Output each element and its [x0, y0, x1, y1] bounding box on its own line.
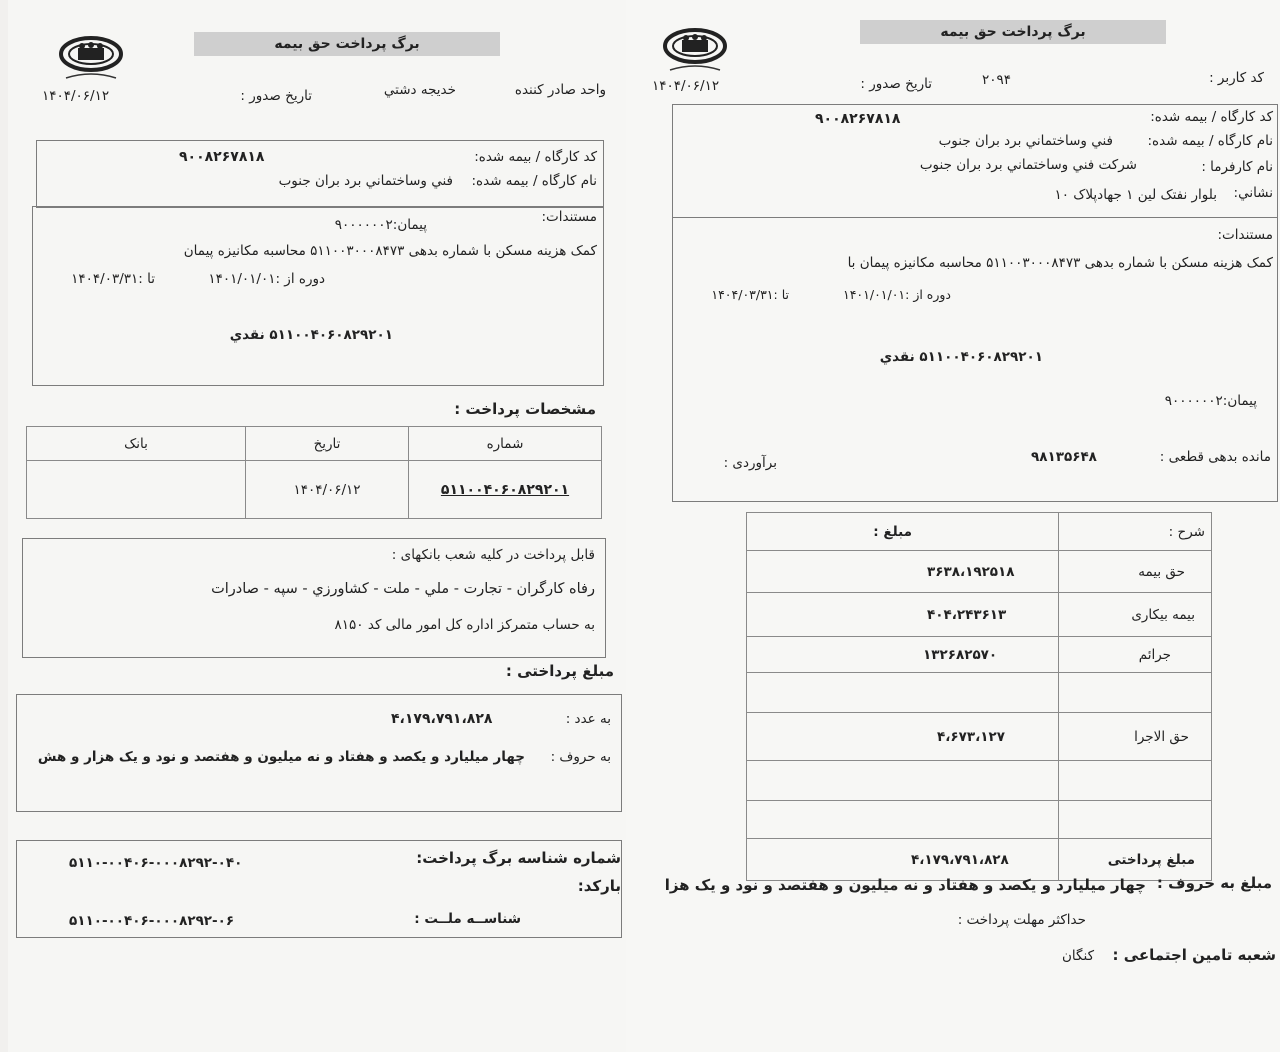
contract-number: پیمان:۹۰۰۰۰۰۰۲	[334, 217, 427, 233]
workshop-name-label: نام کارگاه / بیمه شده:	[1147, 133, 1273, 149]
cash-reference: ۵۱۱۰۰۴۰۶۰۸۲۹۲۰۱ نقدي	[229, 327, 393, 343]
period-from: دوره از :۱۴۰۱/۰۱/۰۱	[843, 287, 951, 302]
workshop-name-label: نام کارگاه / بیمه شده:	[471, 173, 597, 189]
row-label: بیمه بیکاری	[1059, 593, 1212, 637]
table-header-desc: شرح :	[1059, 513, 1212, 551]
row-label	[1059, 761, 1212, 801]
workshop-code: ۹۰۰۸۲۶۷۸۱۸	[179, 149, 265, 165]
row-amount	[747, 673, 1059, 713]
branch-label: شعبه تامین اجتماعی :	[1112, 946, 1276, 964]
amount-words-label: مبلغ به حروف :	[1156, 874, 1272, 892]
payment-id-box	[16, 840, 622, 938]
amount-words: چهار میلیارد و یکصد و هفتاد و نه میلیون و هفتصد و نود و یک هزار و هش	[37, 749, 525, 765]
pay-header-number: شماره	[409, 427, 602, 461]
issue-date: ۱۴۰۴/۰۶/۱۲	[42, 88, 110, 104]
banks-list: رفاه کارگران - تجارت - ملي - ملت - کشاورزي - سپه - صادرات	[211, 581, 595, 597]
address-label: نشاني:	[1233, 185, 1273, 201]
deadline-label: حداکثر مهلت پرداخت :	[957, 912, 1086, 928]
banks-title: قابل پرداخت در کلیه شعب بانکهای :	[391, 547, 595, 563]
row-amount: ۴،۶۷۳،۱۲۷	[747, 713, 1059, 761]
issue-date: ۱۴۰۴/۰۶/۱۲	[652, 78, 720, 94]
row-amount: ۴،۱۷۹،۷۹۱،۸۲۸	[747, 839, 1059, 881]
docs-label: مستندات:	[1217, 227, 1273, 243]
table-row	[747, 761, 1212, 801]
row-label	[1059, 673, 1212, 713]
period-to: تا :۱۴۰۴/۰۳/۳۱	[71, 271, 155, 287]
barcode-label: بارکد:	[577, 877, 621, 895]
amount-label: مبلغ پرداختی :	[505, 662, 614, 680]
row-label	[1059, 801, 1212, 839]
row-label: حق الاجرا	[1059, 713, 1212, 761]
payment-spec-label: مشخصات پرداخت :	[454, 400, 596, 418]
issuer-label: واحد صادر کننده	[514, 82, 606, 98]
mellat-id: ۵۱۱۰-۰۰۴۰۶-۰۰۰۸۲۹۲-۰۶	[69, 913, 235, 929]
table-row	[747, 839, 1212, 881]
period-to: تا :۱۴۰۴/۰۳/۳۱	[711, 287, 789, 302]
user-code-label: کد کاربر :	[1209, 70, 1264, 86]
pay-cell-date: ۱۴۰۴/۰۶/۱۲	[246, 461, 409, 519]
employer-name: شرکت فني وساختماني برد بران جنوب	[919, 157, 1137, 173]
social-security-logo	[660, 28, 730, 78]
table-header-amount: مبلغ :	[747, 513, 1059, 551]
banks-box	[22, 538, 606, 658]
right-payment-slip	[626, 0, 1280, 1052]
cash-reference: ۵۱۱۰۰۴۰۶۰۸۲۹۲۰۱ نقدي	[879, 349, 1043, 365]
table-row	[747, 551, 1212, 593]
info-box	[672, 104, 1278, 502]
row-amount: ۱۳۲۶۸۲۵۷۰	[747, 637, 1059, 673]
docs-label: مستندات:	[541, 209, 597, 225]
amount-words: چهار میلیارد و یکصد و هفتاد و نه میلیون و هفتصد و نود و یک هزا	[664, 876, 1146, 894]
issue-date-label: تاریخ صدور :	[860, 76, 932, 92]
amount-words-label: به حروف :	[550, 749, 611, 765]
row-label: جرائم	[1059, 637, 1212, 673]
estimate-label: برآوردی :	[723, 455, 777, 471]
social-security-logo	[56, 36, 126, 86]
workshop-code-label: کد کارگاه / بیمه شده:	[474, 149, 597, 165]
amount-digits: ۴،۱۷۹،۷۹۱،۸۲۸	[391, 711, 493, 727]
branch-name: کنگان	[1062, 948, 1094, 964]
row-amount	[747, 761, 1059, 801]
issue-date-label: تاریخ صدور :	[240, 88, 312, 104]
workshop-name: فني وساختماني برد بران جنوب	[278, 173, 453, 189]
pay-header-bank: بانک	[27, 427, 246, 461]
user-code: ۲۰۹۴	[982, 72, 1012, 88]
amounts-table	[746, 512, 1212, 881]
table-row	[747, 713, 1212, 761]
table-row	[747, 673, 1212, 713]
contract-number: پیمان:۹۰۰۰۰۰۰۲	[1164, 393, 1257, 409]
banks-account: به حساب متمرکز اداره کل امور مالی کد ۸۱۵۰	[334, 617, 595, 633]
workshop-code: ۹۰۰۸۲۶۷۸۱۸	[815, 111, 901, 127]
payment-id-label: شماره شناسه برگ پرداخت:	[416, 849, 621, 867]
amount-digits-label: به عدد :	[565, 711, 611, 727]
employer-label: نام کارفرما :	[1201, 159, 1273, 175]
mellat-label: شناســه ملــت :	[414, 911, 521, 927]
left-payment-slip	[8, 0, 640, 1052]
payment-table	[26, 426, 602, 519]
address: بلوار نفتک لین ۱ جهادپلاک ۱۰	[1054, 187, 1217, 203]
documents-box	[32, 206, 604, 386]
pay-header-date: تاریخ	[246, 427, 409, 461]
table-row	[747, 593, 1212, 637]
amount-box	[16, 694, 622, 812]
row-amount: ۴۰۴،۲۴۳۶۱۳	[747, 593, 1059, 637]
workshop-name: فني وساختماني برد بران جنوب	[938, 133, 1113, 149]
period-from: دوره از :۱۴۰۱/۰۱/۰۱	[208, 271, 325, 287]
left-title: برگ پرداخت حق بیمه	[194, 32, 500, 56]
payment-id: ۵۱۱۰-۰۰۴۰۶-۰۰۰۸۲۹۲-۰۴۰	[69, 855, 243, 871]
issuer-name: خدیجه دشتي	[383, 82, 456, 98]
workshop-box	[36, 140, 604, 208]
row-amount: ۳۶۳۸،۱۹۲۵۱۸	[747, 551, 1059, 593]
right-title: برگ پرداخت حق بیمه	[860, 20, 1166, 44]
workshop-code-label: کد کارگاه / بیمه شده:	[1150, 109, 1273, 125]
row-label: مبلغ پرداختی	[1059, 839, 1212, 881]
table-row	[747, 637, 1212, 673]
row-amount	[747, 801, 1059, 839]
description-line: کمک هزینه مسکن با شماره بدهی ۵۱۱۰۰۳۰۰۰۸۴۷۳ محاسبه مکانیزه پیمان با	[847, 255, 1273, 271]
row-label: حق بیمه	[1059, 551, 1212, 593]
pay-cell-bank	[27, 461, 246, 519]
divider	[673, 217, 1277, 218]
final-debt-label: مانده بدهی قطعی :	[1159, 449, 1271, 465]
description-line: کمک هزینه مسکن با شماره بدهی ۵۱۱۰۰۳۰۰۰۸۴۷۳ محاسبه مکانیزه پیمان	[183, 243, 597, 259]
pay-cell-number: ۵۱۱۰۰۴۰۶۰۸۲۹۲۰۱	[409, 461, 602, 519]
final-debt: ۹۸۱۳۵۶۴۸	[1031, 449, 1097, 465]
table-row	[747, 801, 1212, 839]
